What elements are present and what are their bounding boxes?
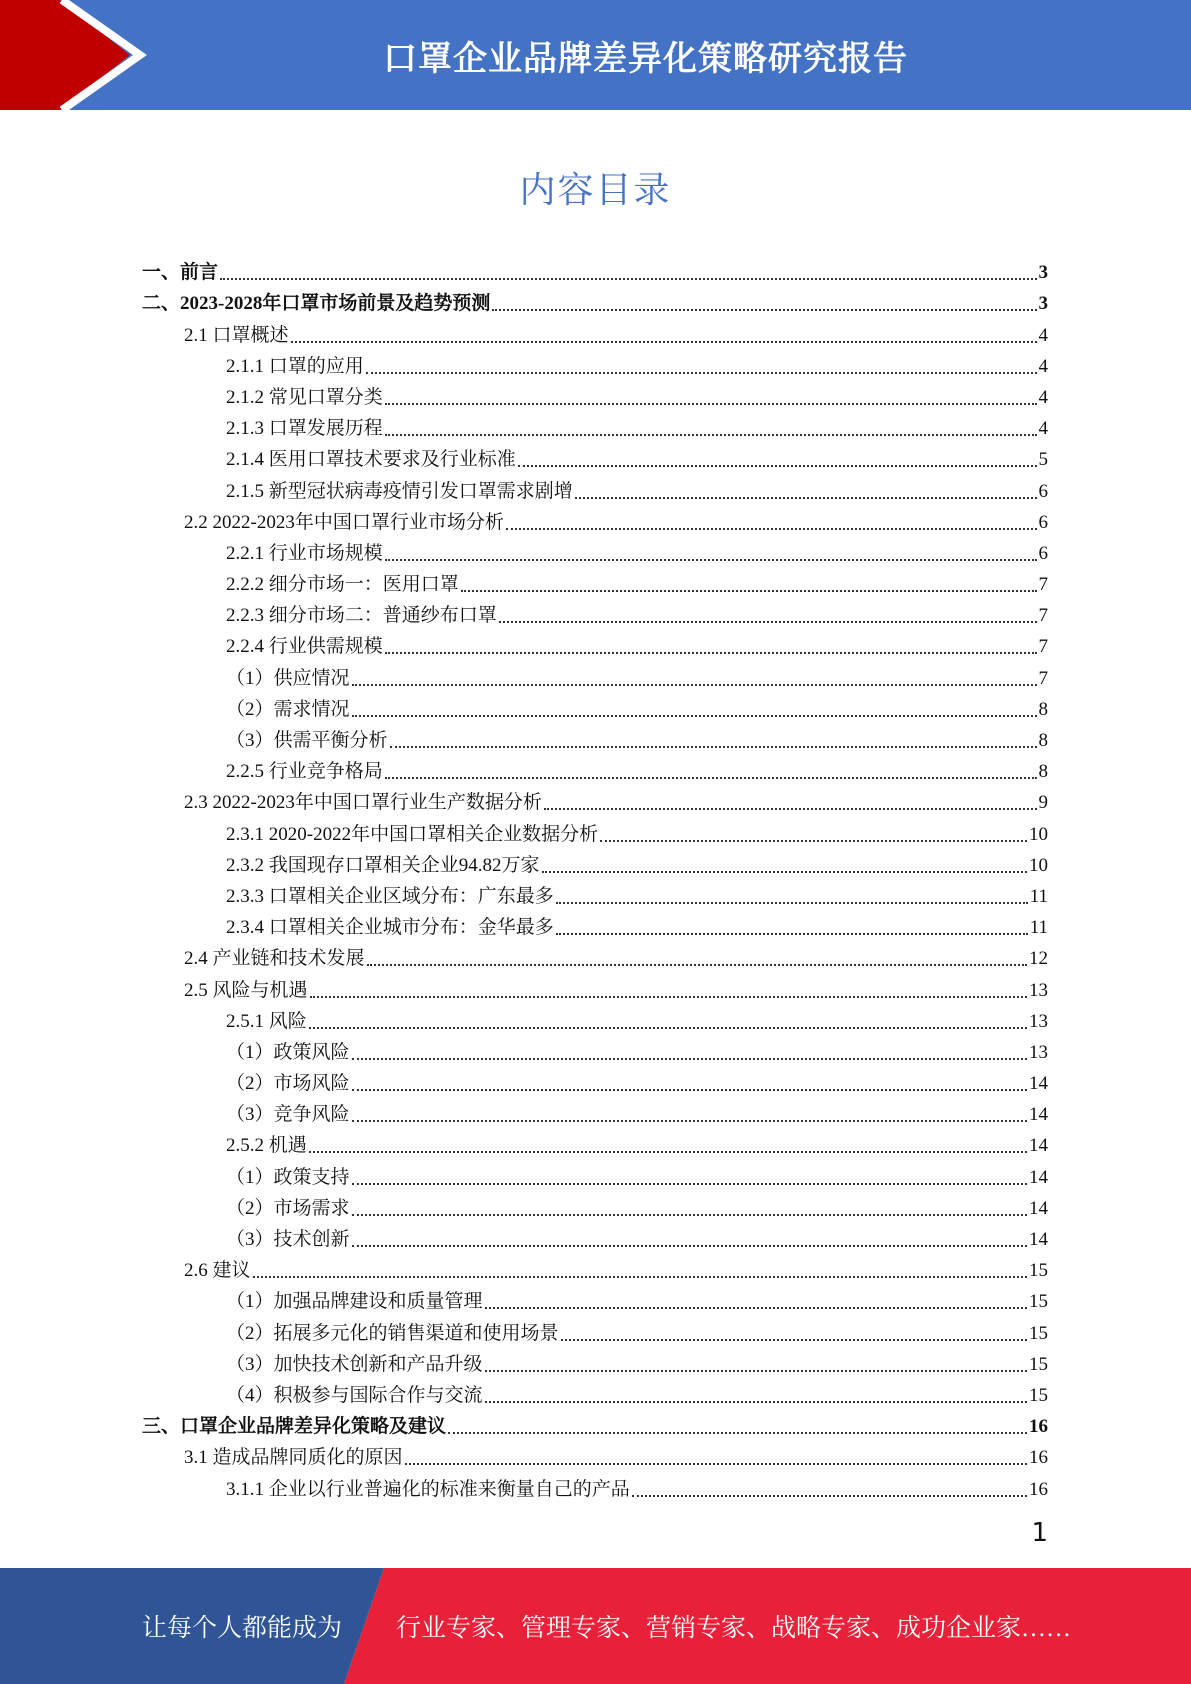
toc-entry[interactable]: [142, 971, 1048, 1002]
toc-entry-page: 14: [1029, 1073, 1048, 1095]
toc-entry-page: 5: [1038, 449, 1048, 471]
toc-leader-dots: [556, 933, 1028, 935]
toc-entry[interactable]: [142, 909, 1048, 940]
toc-entry-text: （3）技术创新: [226, 1229, 350, 1250]
toc-entry-page: 9: [1038, 792, 1048, 814]
toc-entry-page: 7: [1038, 636, 1048, 658]
toc-entry-text: 2.2.3 细分市场二：普通纱布口罩: [226, 605, 497, 627]
toc-leader-dots: [352, 684, 1037, 686]
toc-entry-page: 8: [1038, 761, 1048, 783]
toc-entry[interactable]: [142, 1377, 1048, 1408]
toc-entry-text: 2.4 产业链和技术发展: [184, 948, 365, 970]
report-title: 口罩企业品牌差异化策略研究报告: [383, 38, 908, 79]
toc-entry-text: （4）积极参与国际合作与交流: [226, 1384, 483, 1406]
toc-entry-text: 2.3.4 口罩相关企业城市分布：金华最多: [226, 917, 554, 939]
toc-entry-text: （3）加快技术创新和产品升级: [226, 1353, 483, 1375]
toc-entry-page: 16: [1029, 1478, 1048, 1500]
toc-entry-text: 2.1.1 口罩的应用: [226, 355, 364, 377]
toc-leader-dots: [352, 1183, 1027, 1185]
toc-entry[interactable]: [142, 379, 1048, 410]
toc-entry-page: 15: [1029, 1260, 1048, 1282]
toc-leader-dots: [390, 746, 1037, 748]
toc-entry[interactable]: [142, 691, 1048, 722]
toc-leader-dots: [485, 1307, 1027, 1309]
toc-entry-page: 15: [1029, 1353, 1048, 1375]
toc-entry-page: 4: [1038, 418, 1048, 440]
toc-entry[interactable]: [142, 628, 1048, 659]
toc-leader-dots: [461, 590, 1037, 592]
toc-leader-dots: [575, 497, 1037, 499]
toc-entry[interactable]: [142, 1034, 1048, 1065]
toc-entry-text: 2.3 2022-2023年中国口罩行业生产数据分析: [184, 792, 542, 814]
toc-entry-text: 3.1 造成品牌同质化的原因: [184, 1447, 403, 1469]
toc-leader-dots: [291, 341, 1037, 343]
toc-entry-page: 11: [1029, 885, 1048, 907]
toc-entry-text: （3）供需平衡分析: [226, 730, 388, 751]
toc-leader-dots: [405, 1463, 1027, 1465]
toc-leader-dots: [600, 840, 1027, 842]
toc-entry-page: 8: [1038, 698, 1048, 720]
toc-entry-text: （2）市场风险: [226, 1073, 350, 1095]
toc-entry-page: 3: [1038, 262, 1048, 284]
toc-entry-text: 2.2.1 行业市场规模: [226, 542, 383, 564]
toc-leader-dots: [544, 808, 1037, 810]
toc-leader-dots: [366, 372, 1037, 374]
toc-entry-text: 一、前言: [142, 262, 219, 284]
toc-entry[interactable]: [142, 1283, 1048, 1314]
toc-entry[interactable]: [142, 1408, 1048, 1439]
toc-leader-dots: [352, 1089, 1027, 1091]
toc-leader-dots: [556, 902, 1028, 904]
toc-entry-page: 4: [1038, 324, 1048, 346]
toc-entry-text: （2）拓展多元化的销售渠道和使用场景: [226, 1322, 559, 1344]
toc-leader-dots: [367, 964, 1027, 966]
page-number: 1: [1031, 1518, 1048, 1548]
toc-leader-dots: [518, 465, 1037, 467]
toc-entry-page: 14: [1029, 1135, 1048, 1157]
toc-leader-dots: [485, 1401, 1027, 1403]
toc-entry-text: 2.3.3 口罩相关企业区域分布：广东最多: [226, 885, 554, 907]
toc-entry[interactable]: [142, 1003, 1048, 1034]
toc-entry-text: 2.1.3 口罩发展历程: [226, 418, 383, 440]
toc-entry[interactable]: [142, 847, 1048, 878]
toc-entry[interactable]: [142, 1127, 1048, 1158]
toc-entry-text: 2.2.5 行业竞争格局: [226, 761, 383, 783]
toc-entry-page: 8: [1038, 730, 1048, 751]
toc-leader-dots: [561, 1339, 1027, 1341]
toc-entry[interactable]: [142, 1190, 1048, 1221]
toc-leader-dots: [385, 559, 1037, 561]
toc-leader-dots: [632, 1495, 1027, 1497]
toc-leader-dots: [309, 1027, 1027, 1029]
toc-leader-dots: [253, 1276, 1027, 1278]
toc-entry[interactable]: [142, 472, 1048, 503]
toc-entry[interactable]: [142, 441, 1048, 472]
toc-entry-page: 15: [1029, 1291, 1048, 1313]
toc-leader-dots: [352, 1214, 1027, 1216]
toc-entry-text: （2）市场需求: [226, 1197, 350, 1219]
toc-entry[interactable]: [142, 410, 1048, 441]
toc-leader-dots: [385, 403, 1037, 405]
toc-entry-page: 7: [1038, 605, 1048, 627]
header-arrow-decoration: [0, 0, 160, 110]
toc-entry-page: 14: [1029, 1104, 1048, 1126]
toc-entry[interactable]: [142, 722, 1048, 753]
toc-entry-page: 4: [1038, 386, 1048, 408]
toc-entry-text: 2.2.4 行业供需规模: [226, 636, 383, 658]
toc-entry-page: 11: [1029, 917, 1048, 939]
toc-entry[interactable]: [142, 254, 1048, 285]
toc-entry-page: 13: [1029, 979, 1048, 1001]
toc-leader-dots: [352, 715, 1037, 717]
toc-leader-dots: [385, 434, 1037, 436]
toc-leader-dots: [385, 777, 1037, 779]
toc-entry-text: （1）政策支持: [226, 1166, 350, 1188]
toc-leader-dots: [310, 996, 1027, 998]
toc-leader-dots: [448, 1432, 1027, 1434]
footer-slogan-right: 行业专家、管理专家、营销专家、战略专家、成功企业家……: [396, 1615, 1072, 1642]
toc-entry-page: 14: [1029, 1197, 1048, 1219]
toc-entry[interactable]: [142, 753, 1048, 784]
toc-entry-page: 14: [1029, 1229, 1048, 1250]
toc-entry[interactable]: [142, 316, 1048, 347]
toc-entry-text: （1）供应情况: [226, 667, 350, 689]
toc-entry-text: 2.1 口罩概述: [184, 324, 289, 346]
toc-entry-page: 14: [1029, 1166, 1048, 1188]
toc-leader-dots: [385, 652, 1037, 654]
toc-entry-page: 10: [1029, 823, 1048, 845]
toc-entry[interactable]: [142, 1221, 1048, 1252]
toc-leader-dots: [492, 309, 1036, 311]
toc-entry[interactable]: [142, 784, 1048, 815]
toc-leader-dots: [352, 1245, 1027, 1247]
toc-entry-page: 13: [1029, 1010, 1048, 1032]
toc-entry-text: 2.5 风险与机遇: [184, 979, 308, 1001]
toc-entry-page: 10: [1029, 854, 1048, 876]
toc-entry[interactable]: [142, 940, 1048, 971]
toc-entry-text: 2.2.2 细分市场一：医用口罩: [226, 574, 459, 596]
toc-entry-text: 2.1.4 医用口罩技术要求及行业标准: [226, 449, 516, 471]
toc-entry[interactable]: [142, 1065, 1048, 1096]
toc-entry-text: 2.1.2 常见口罩分类: [226, 386, 383, 408]
toc-entry[interactable]: [142, 815, 1048, 846]
toc-entry[interactable]: [142, 535, 1048, 566]
toc-entry[interactable]: [142, 1470, 1048, 1501]
toc-entry-page: 4: [1038, 355, 1048, 377]
toc-entry-page: 7: [1038, 574, 1048, 596]
toc-leader-dots: [506, 528, 1037, 530]
toc-leader-dots: [352, 1058, 1027, 1060]
toc-entry-page: 16: [1029, 1416, 1048, 1438]
toc-entry-text: 2.2 2022-2023年中国口罩行业市场分析: [184, 511, 504, 533]
toc-entry[interactable]: [142, 878, 1048, 909]
footer-slogan-left: 让每个人都能成为: [142, 1615, 343, 1642]
toc-entry-page: 6: [1038, 480, 1048, 502]
toc-entry[interactable]: [142, 285, 1048, 316]
toc-entry-text: （3）竞争风险: [226, 1104, 350, 1126]
toc-entry[interactable]: [142, 659, 1048, 690]
toc-leader-dots: [542, 871, 1027, 873]
toc-entry-text: 三、口罩企业品牌差异化策略及建议: [142, 1416, 447, 1438]
toc-entry-page: 7: [1038, 667, 1048, 689]
toc-entry-page: 15: [1029, 1384, 1048, 1406]
toc-entry-text: 2.5.1 风险: [226, 1010, 307, 1032]
toc-entry-text: 2.5.2 机遇: [226, 1135, 307, 1157]
toc-entry-text: （1）政策风险: [226, 1041, 350, 1063]
toc-leader-dots: [485, 1370, 1027, 1372]
toc-entry[interactable]: [142, 1096, 1048, 1127]
toc-entry[interactable]: [142, 348, 1048, 379]
header-band: [0, 0, 1191, 110]
toc-leader-dots: [352, 1120, 1027, 1122]
toc-leader-dots: [309, 1151, 1027, 1153]
toc-entry-text: 2.3.2 我国现存口罩相关企业94.82万家: [226, 854, 540, 876]
toc-entry[interactable]: [142, 504, 1048, 535]
toc-entry-page: 13: [1029, 1041, 1048, 1063]
footer-band: [0, 1568, 1191, 1684]
toc-entry-page: 12: [1029, 948, 1048, 970]
toc-entry-text: （2）需求情况: [226, 698, 350, 720]
toc-entry-text: 2.3.1 2020-2022年中国口罩相关企业数据分析: [226, 823, 599, 845]
toc-entry-page: 6: [1038, 511, 1048, 533]
toc-entry[interactable]: [142, 1158, 1048, 1189]
toc-leader-dots: [220, 278, 1036, 280]
toc-entry-text: 3.1.1 企业以行业普遍化的标准来衡量自己的产品: [226, 1478, 630, 1500]
toc-entry-text: 2.1.5 新型冠状病毒疫情引发口罩需求剧增: [226, 480, 573, 502]
toc-entry-text: 二、2023-2028年口罩市场前景及趋势预测: [142, 293, 491, 315]
toc-entry[interactable]: [142, 1252, 1048, 1283]
toc-entry[interactable]: [142, 1439, 1048, 1470]
toc-title: 内容目录: [519, 170, 672, 211]
toc-entry-page: 3: [1038, 293, 1048, 315]
toc-entry-page: 6: [1038, 542, 1048, 564]
toc-list: [142, 254, 1048, 1502]
toc-entry[interactable]: [142, 597, 1048, 628]
toc-entry[interactable]: [142, 1346, 1048, 1377]
toc-entry-page: 15: [1029, 1322, 1048, 1344]
toc-entry-page: 16: [1029, 1447, 1048, 1469]
toc-leader-dots: [499, 621, 1037, 623]
toc-entry-text: （1）加强品牌建设和质量管理: [226, 1291, 483, 1313]
toc-entry-text: 2.6 建议: [184, 1260, 251, 1282]
toc-entry[interactable]: [142, 566, 1048, 597]
toc-entry[interactable]: [142, 1314, 1048, 1345]
